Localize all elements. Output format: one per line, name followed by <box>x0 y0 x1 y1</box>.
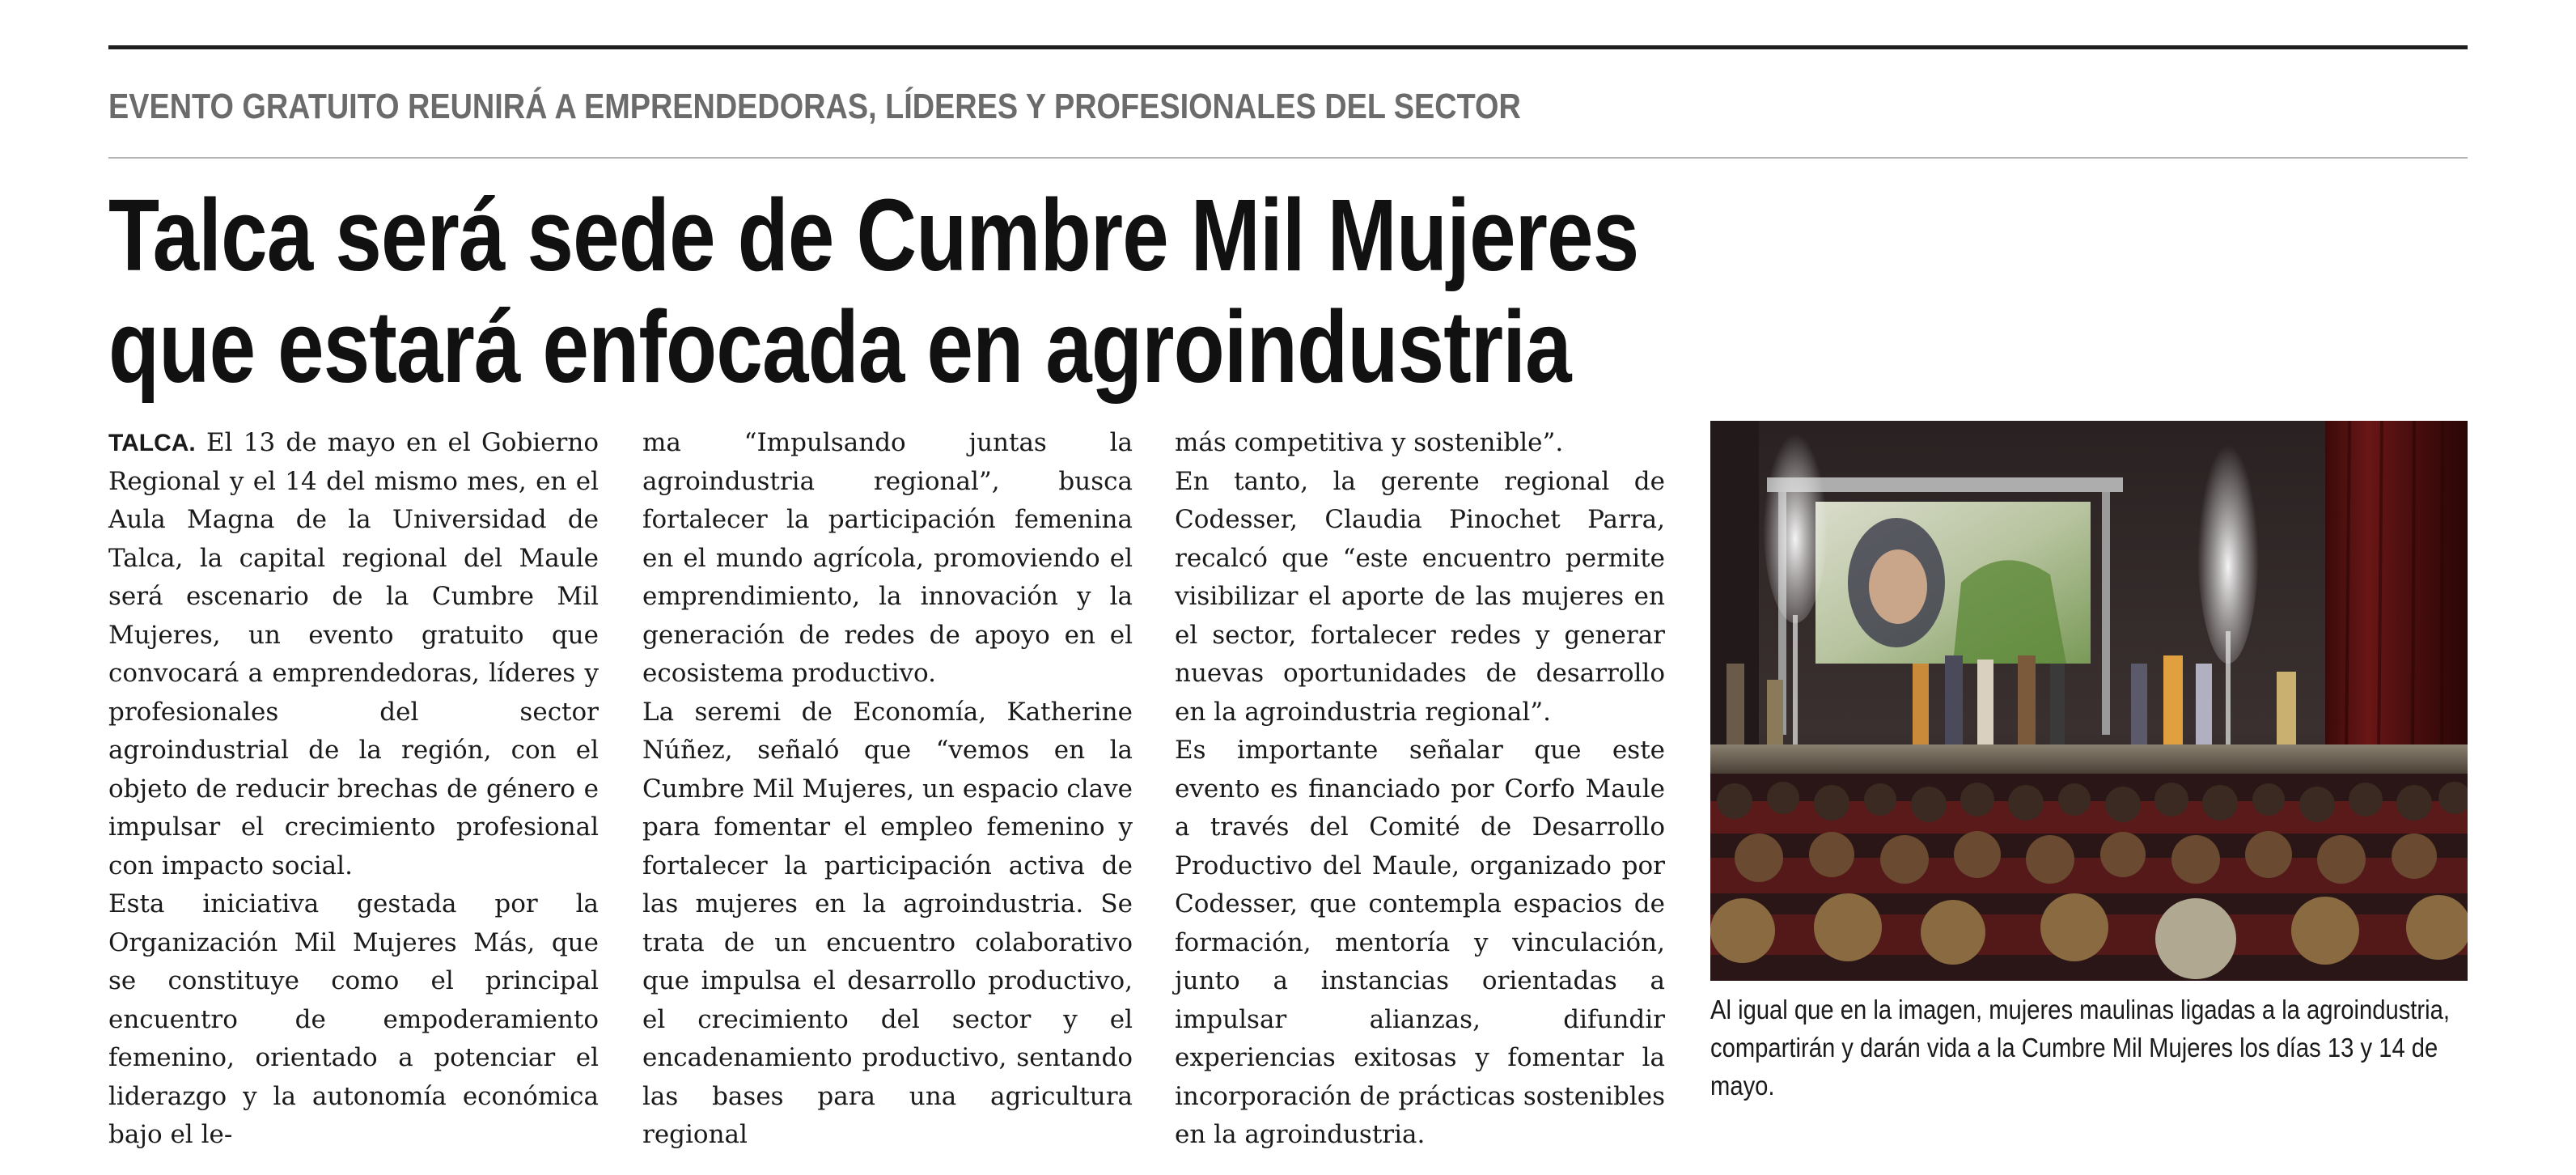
column-3-paragraph-2: En tanto, la gerente regional de Codesser, Claudia Pinochet Parra, recalcó que “este encuentro permite visibilizar el aporte de las mujeres en el sector, fortalecer redes y generar nuevas oportunidades de desarrollo en la agroindustria regional”. <box>1175 466 1665 727</box>
sparkler-left <box>1763 421 1828 623</box>
kicker-rule <box>108 157 2468 159</box>
audience <box>1710 782 2468 979</box>
column-2-paragraph-2: La seremi de Economía, Katherine Núñez, señaló que “vemos en la Cumbre Mil Mujeres, un espacio clave para fomentar el empleo femenino y fortalecer la participación activa de las mujeres en la agroindustria. Se trata de un encuentro colaborativo que impulsa el desarrollo productivo, el crecimiento del sector y el encadenamiento productivo, sentando las bases para una agricultura regional <box>642 697 1133 1149</box>
kicker: EVENTO GRATUITO REUNIRÁ A EMPRENDEDORAS, LÍDERES Y PROFESIONALES DEL SECTOR <box>108 87 1521 126</box>
photo-caption: Al igual que en la imagen, mujeres maulinas ligadas a la agroindustria, compartirán y darán vida a la Cumbre Mil Mujeres los días 13 y 14 de mayo. <box>1710 995 2450 1101</box>
top-rule <box>108 45 2468 49</box>
column-2-paragraph-1: ma “Impulsando juntas la agroindustria regional”, busca fortalecer la participación femenina en el mundo agrícola, promoviendo el emprendimiento, la innovación y la generación de redes de apoyo en el ecosistema productivo. <box>642 428 1133 688</box>
headline-line-1: Talca será sede de Cumbre Mil Mujeres <box>108 178 1639 292</box>
column-1-paragraph-1-text: El 13 de mayo en el Gobierno Regional y el 14 del mismo mes, en el Aula Magna de la Universidad de Talca, la capital regional del Maule será escenario de la Cumbre Mil Mujeres, un evento gratuito que convocará a emprendedoras, líderes y profesionales del sector agroindustrial de la región, con el objeto de reducir brechas de género e impulsar el crecimiento profesional con impacto social. <box>108 428 599 880</box>
headline <box>108 180 1638 403</box>
dateline: TALCA. <box>108 430 196 456</box>
article-column-3 <box>1175 424 1665 1155</box>
column-3-paragraph-3: Es importante señalar que este evento es financiado por Corfo Maule a través del Comité de Desarrollo Productivo del Maule, organizado por Codesser, que contempla espacios de formación, mentoría y vinculación, junto a instancias orientadas a impulsar alianzas, difundir experiencias exitosas y fomentar la incorporación de prácticas sostenibles en la agroindustria. <box>1175 736 1665 1149</box>
stage <box>1710 744 2468 774</box>
event-photo-illustration <box>1710 421 2468 981</box>
article-column-1 <box>108 424 599 1155</box>
event-photo <box>1710 421 2468 981</box>
column-1-paragraph-2: Esta iniciativa gestada por la Organización Mil Mujeres Más, que se constituye como el principal encuentro de empoderamiento femenino, orientado a potenciar el liderazgo y la autonomía económica bajo el le- <box>108 889 599 1149</box>
column-3-paragraph-1: más competitiva y sostenible”. <box>1175 428 1564 457</box>
sparkler-right <box>2197 421 2259 664</box>
article-column-2 <box>642 424 1133 1155</box>
headline-line-2: que estará enfocada en agroindustria <box>108 290 1571 404</box>
column-1-paragraph-1 <box>108 424 599 885</box>
